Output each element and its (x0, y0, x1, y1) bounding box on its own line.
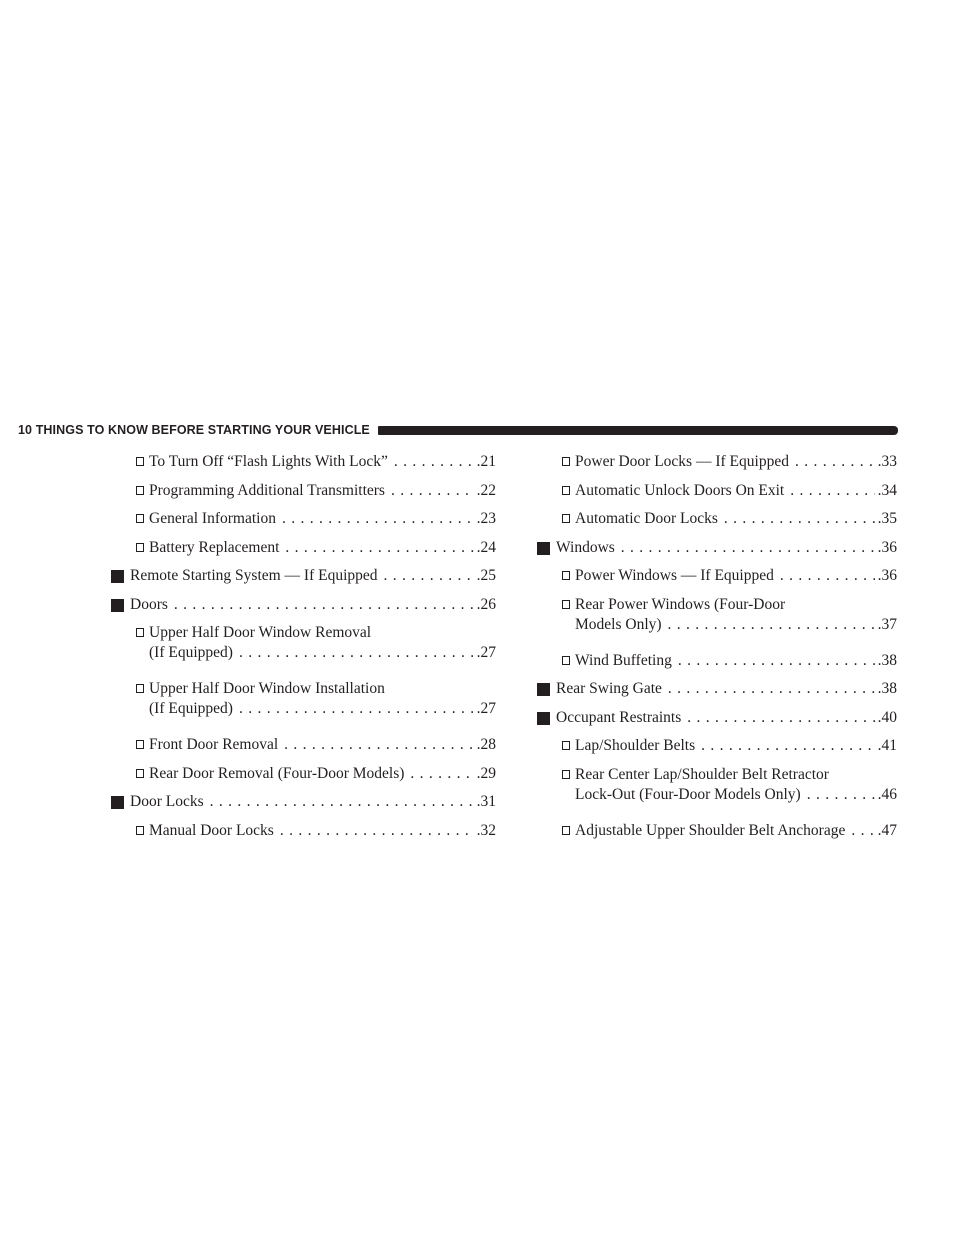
hollow-square-bullet-icon (562, 826, 570, 835)
toc-entry-text: (If Equipped) (149, 644, 233, 661)
dot-leader (280, 821, 474, 841)
toc-entry[interactable] (111, 481, 496, 501)
filled-square-bullet-icon (537, 683, 550, 696)
hollow-square-bullet-icon (562, 457, 570, 466)
toc-entry-text: Automatic Unlock Doors On Exit (575, 481, 785, 499)
toc-entry[interactable] (537, 708, 897, 728)
dot-leader (621, 538, 875, 558)
dot-leader (780, 566, 875, 586)
hollow-square-bullet-icon (136, 514, 144, 523)
dot-leader (701, 736, 875, 756)
dot-leader (285, 538, 473, 558)
dot-leader (724, 509, 875, 529)
toc-page-number: .23 (476, 510, 496, 527)
toc-entry-text: Rear Power Windows (Four-Door (575, 595, 786, 613)
dot-leader (410, 764, 473, 784)
toc-entry[interactable] (537, 821, 897, 841)
dot-leader (384, 566, 474, 586)
hollow-square-bullet-icon (562, 656, 570, 665)
dot-leader (795, 452, 875, 472)
dot-leader (239, 643, 474, 663)
toc-page-number: .33 (877, 453, 897, 470)
toc-entry-text: Doors (130, 595, 168, 613)
toc-entry-text: Upper Half Door Window Removal (149, 624, 372, 641)
hollow-square-bullet-icon (562, 741, 570, 750)
hollow-square-bullet-icon (136, 769, 144, 778)
toc-page-number: .27 (476, 700, 496, 717)
hollow-square-bullet-icon (562, 486, 570, 495)
toc-entry-text: Front Door Removal (149, 736, 279, 753)
toc-entry-text: Programming Additional Transmitters (149, 481, 385, 499)
toc-entry-text: Windows (556, 538, 615, 556)
toc-page-number: .24 (476, 538, 496, 556)
toc-entry-text: Occupant Restraints (556, 708, 682, 726)
toc-entry[interactable] (537, 452, 897, 472)
toc-entry[interactable] (111, 452, 496, 472)
toc-entry[interactable] (111, 566, 496, 586)
toc-entry-text: Manual Door Locks (149, 821, 274, 839)
header-rule (378, 426, 898, 435)
toc-entry[interactable] (537, 509, 897, 529)
filled-square-bullet-icon (537, 712, 550, 725)
toc-entry-text: Lap/Shoulder Belts (575, 737, 696, 754)
toc-entry[interactable] (537, 765, 897, 805)
toc-entry[interactable] (537, 679, 897, 699)
toc-page-number: .31 (476, 793, 496, 810)
hollow-square-bullet-icon (562, 600, 570, 609)
dot-leader (210, 792, 474, 812)
toc-page-number: .27 (476, 644, 496, 661)
dot-leader (678, 651, 875, 671)
toc-page-number: .38 (877, 651, 897, 669)
toc-entry-text: Automatic Door Locks (575, 510, 718, 527)
toc-entry-text: Door Locks (130, 793, 204, 810)
toc-entry[interactable] (111, 821, 496, 841)
filled-square-bullet-icon (537, 542, 550, 555)
dot-leader (174, 595, 474, 615)
dot-leader (687, 708, 874, 728)
dot-leader (851, 821, 874, 841)
dot-leader (668, 615, 875, 635)
section-title: THINGS TO KNOW BEFORE STARTING YOUR VEHICLE (35, 423, 370, 437)
toc-entry-text: Adjustable Upper Shoulder Belt Anchorage (575, 821, 846, 839)
hollow-square-bullet-icon (562, 514, 570, 523)
hollow-square-bullet-icon (136, 740, 144, 749)
toc-entry[interactable] (111, 792, 496, 812)
toc-entry[interactable] (537, 566, 897, 586)
filled-square-bullet-icon (111, 570, 124, 583)
dot-leader (391, 481, 474, 501)
hollow-square-bullet-icon (136, 486, 144, 495)
toc-page-number: .36 (877, 538, 897, 556)
toc-page-number: .46 (877, 785, 897, 803)
toc-entry-text: Remote Starting System — If Equipped (130, 567, 378, 584)
toc-entry-text: Models Only) (575, 615, 662, 633)
dot-leader (239, 699, 474, 719)
toc-page-number: .22 (476, 481, 496, 499)
dot-leader (807, 785, 875, 805)
toc-entry[interactable] (111, 538, 496, 558)
toc-page-number: .21 (476, 453, 496, 470)
toc-entry[interactable] (537, 481, 897, 501)
hollow-square-bullet-icon (136, 543, 144, 552)
hollow-square-bullet-icon (136, 628, 144, 637)
dot-leader (668, 679, 875, 699)
toc-page-number: .36 (877, 567, 897, 584)
toc-entry-text: Rear Center Lap/Shoulder Belt Retractor (575, 765, 829, 783)
hollow-square-bullet-icon (136, 826, 144, 835)
page-number: 10 (18, 423, 33, 437)
toc-page-number: .28 (476, 736, 496, 753)
toc-page-number: .34 (877, 481, 897, 499)
toc-entry[interactable] (111, 764, 496, 784)
dot-leader (284, 735, 473, 755)
toc-page-number: .47 (877, 821, 897, 839)
filled-square-bullet-icon (111, 599, 124, 612)
hollow-square-bullet-icon (136, 457, 144, 466)
dot-leader (394, 452, 474, 472)
toc-entry[interactable] (537, 736, 897, 756)
toc-entry-text: Power Door Locks — If Equipped (575, 453, 789, 470)
dot-leader (790, 481, 874, 501)
toc-entry-text: Upper Half Door Window Installation (149, 680, 385, 697)
hollow-square-bullet-icon (562, 770, 570, 779)
toc-entry[interactable] (537, 651, 897, 671)
toc-entry[interactable] (537, 538, 897, 558)
toc-entry[interactable] (537, 595, 897, 635)
toc-page-number: .38 (877, 680, 897, 697)
toc-page-number: .29 (476, 764, 496, 782)
toc-entry[interactable] (111, 509, 496, 529)
toc-page-number: .35 (877, 510, 897, 527)
toc-entry-text: Lock-Out (Four-Door Models Only) (575, 785, 801, 803)
toc-page-number: .41 (877, 737, 897, 754)
dot-leader (282, 509, 474, 529)
toc-entry-text: Rear Door Removal (Four-Door Models) (149, 764, 405, 782)
toc-entry-text: Power Windows — If Equipped (575, 567, 774, 584)
toc-entry[interactable] (111, 595, 496, 615)
toc-entry-text: Battery Replacement (149, 538, 280, 556)
toc-entry-text: Rear Swing Gate (556, 680, 662, 697)
hollow-square-bullet-icon (562, 571, 570, 580)
toc-entry[interactable] (111, 679, 496, 719)
header-text (18, 423, 370, 437)
toc-entry-text: Wind Buffeting (575, 651, 672, 669)
toc-entry-text: (If Equipped) (149, 700, 233, 717)
toc-entry[interactable] (111, 735, 496, 755)
toc-entry-text: General Information (149, 510, 276, 527)
toc-page-number: .25 (476, 567, 496, 584)
filled-square-bullet-icon (111, 796, 124, 809)
hollow-square-bullet-icon (136, 684, 144, 693)
toc-page-number: .26 (476, 595, 496, 613)
toc-page-number: .40 (877, 708, 897, 726)
toc-page-number: .32 (476, 821, 496, 839)
toc-entry[interactable] (111, 623, 496, 663)
toc-page-number: .37 (877, 615, 897, 633)
page-header (18, 421, 898, 439)
toc-entry-text: To Turn Off “Flash Lights With Lock” (149, 453, 388, 470)
